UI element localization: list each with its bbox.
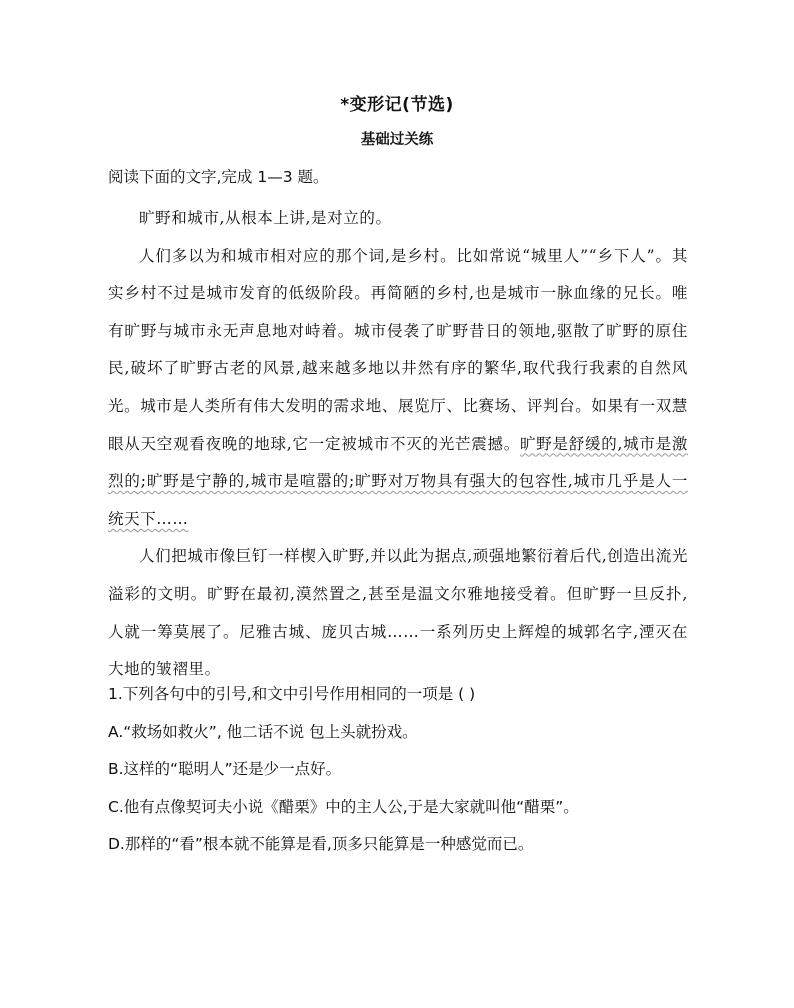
option-c: C.他有点像契诃夫小说《醋栗》中的主人公,于是大家就叫他“醋栗”。 [108,797,579,816]
passage-paragraph-2-text: 人们多以为和城市相对应的那个词,是乡村。比如常说“城里人”“乡下人”。其实乡村不过是城市发育的低级阶段。再简陋的乡村,也是城市一脉血缘的兄长。唯有旷野与城市永无声息地对峙着。城市侵袭了旷野昔日的领地,驱散了旷野的原住民,破坏了旷野古老的风景,越来越多地以井然有序的繁华,取代我行我素的自然风光。城市是人类所有伟大发明的需求地、展览厅、比赛场、评判台。如果有一双慧眼从天空观看夜晚的地球,它一定被城市不灭的光芒震撼。 [108,246,688,453]
passage-paragraph-1: 旷野和城市,从根本上讲,是对立的。 [139,209,392,227]
question-1 [108,676,698,864]
passage-paragraph-3: 人们把城市像巨钉一样楔入旷野,并以此为据点,顽强地繁衍着后代,创造出流光溢彩的文明。旷野在最初,漠然置之,甚至是温文尔雅地接受着。但旷野一旦反扑,人就一筹莫展了。尼雅古城、庞贝古城……一系列历史上辉煌的城郭名字,湮灭在大地的皱褶里。 [108,547,688,679]
wavy-underlined-sentence: 旷野是舒缓的,城市是激烈的;旷野是宁静的,城市是喧嚣的;旷野对万物具有强大的包容性,城市几乎是人一统天下…… [108,434,689,528]
option-d: D.那样的“看”根本就不能算是看,顶多只能算是一种感觉而已。 [108,835,534,854]
option-a: A.“救场如救火”, 他二话不说 包上头就扮戏。 [108,722,418,741]
option-b: B.这样的“聪明人”还是少一点好。 [108,760,342,779]
question-stem: 1.下列各句中的引号,和文中引号作用相同的一项是 ( ) [108,685,476,703]
document-title: *变形记(节选) [340,95,454,115]
section-subtitle: 基础过关练 [360,132,434,148]
reading-passage [108,200,688,689]
reading-instruction: 阅读下面的文字,完成 1—3 题。 [108,168,329,186]
passage-paragraph-2 [108,238,688,539]
